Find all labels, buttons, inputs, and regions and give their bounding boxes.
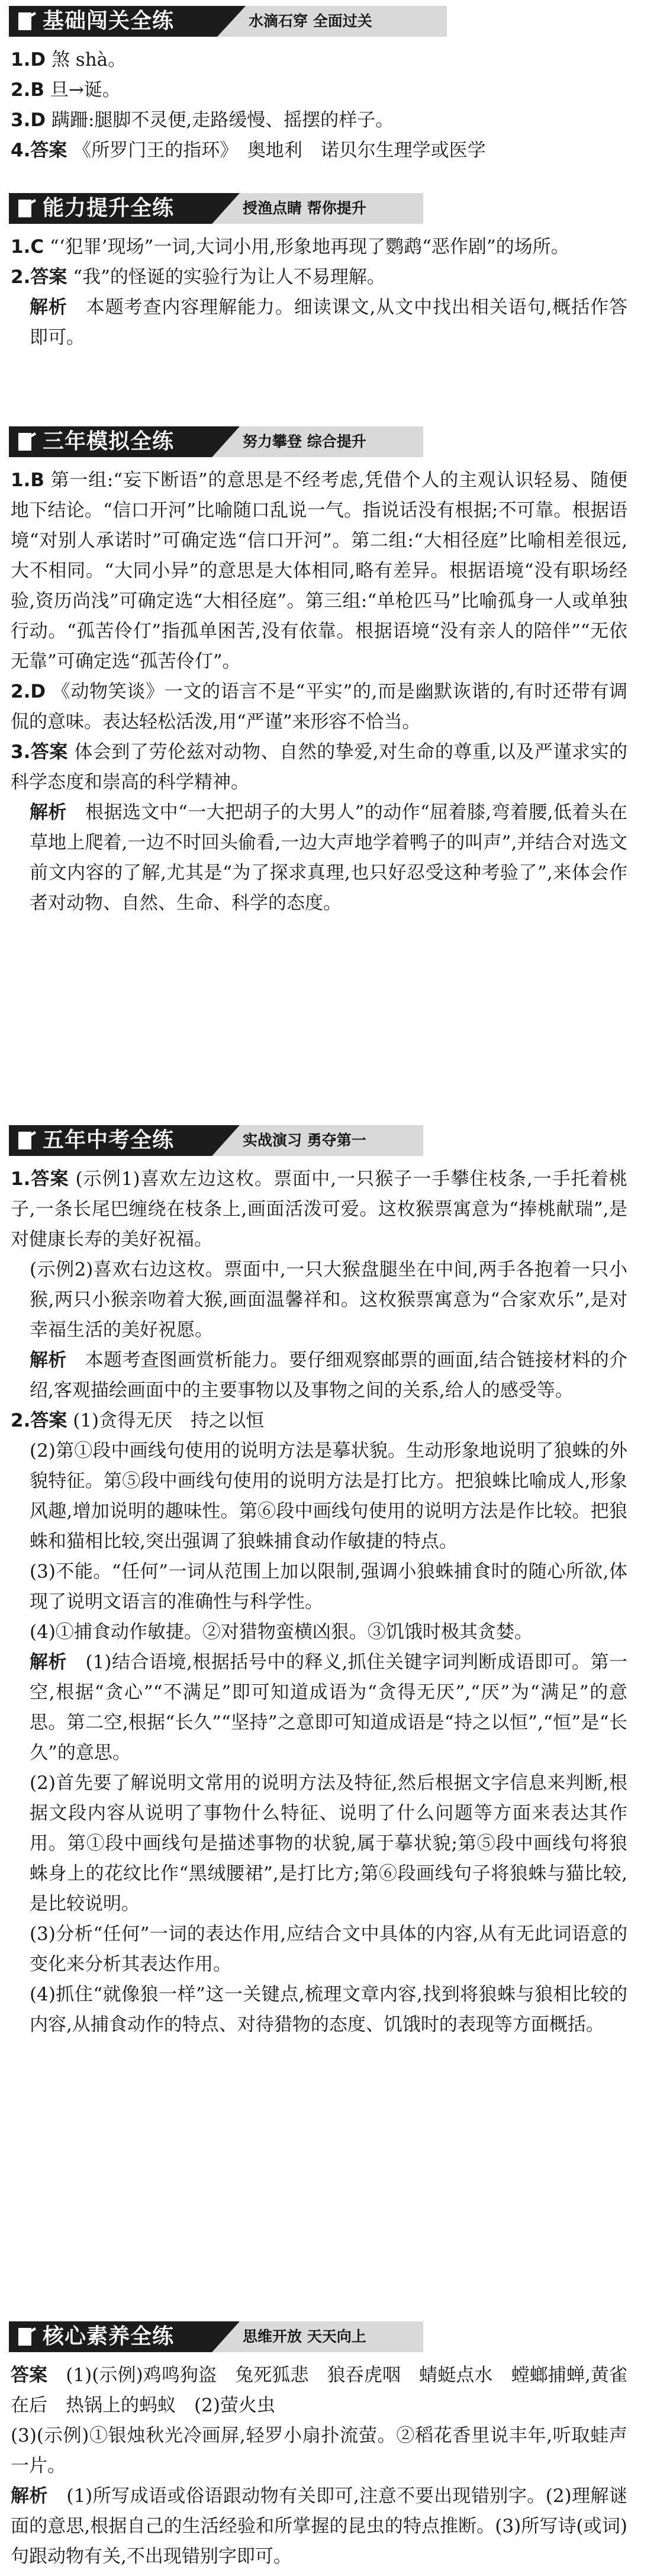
section-slogan: 思维开放 天天向上 xyxy=(243,2328,366,2345)
pencil-icon xyxy=(17,197,37,220)
item-text: (1)贪得无厌 持之以恒 xyxy=(73,1410,265,1431)
section-slogan: 水滴石穿 全面过关 xyxy=(249,12,372,30)
analysis-label: 解析 xyxy=(30,297,67,318)
analysis-label: 解析 xyxy=(30,1652,67,1673)
section-slogan: 授渔点睛 帮你提升 xyxy=(243,200,366,217)
item-number: 1.B xyxy=(11,470,44,491)
section-banner xyxy=(0,420,657,462)
section-basic xyxy=(0,0,657,166)
item-text: (示例1)喜欢左边这枚。票面中,一只猴子一手攀住枝条,一手托着桃子,一条长尾巴缠绕在枝条上,画面活泼可爱。这枚猴票寓意为“捧桃献瑞”,是对健康长寿的美好祝福。 xyxy=(11,1168,627,1250)
item-number: 2.B xyxy=(11,79,44,101)
item-number: 2.D xyxy=(11,681,46,702)
analysis-text: 本题考查内容理解能力。细读课文,从文中找出相关语句,概括作答即可。 xyxy=(30,297,628,348)
section-banner xyxy=(0,0,657,41)
section-title: 三年模拟全练 xyxy=(43,429,175,454)
analysis-text: (1)结合语境,根据括号中的释义,抓住关键字词判断成语即可。第一空,根据“贪心”“不满足”即可知道成语为“贪得无厌”,“厌”为“满足”的意思。第二空,根据“长久”“坚持”之意即可知道成语是“持之以恒”,“恒”是“长久”的意思。 xyxy=(30,1652,628,1764)
item-number: 2.答案 xyxy=(11,1410,67,1431)
answer-text: (2)第①段中画线句使用的说明方法是摹状貌。生动形象地说明了狼蛛的外貌特征。第⑤段中画线句使用的说明方法是打比方。把狼蛛比喻成人,形象风趣,增加说明的趣味性。第⑥段中画线句使用的说明方法是作比较。把狼蛛和猫相比较,突出强调了狼蛛捕食动作敏捷的特点。 xyxy=(30,1440,627,1552)
item-number: 1.C xyxy=(11,236,44,258)
item-number: 4.答案 xyxy=(11,140,67,161)
pencil-icon xyxy=(17,1129,37,1152)
item-text: 旦→诞。 xyxy=(50,79,121,101)
answer-text: (3)(示例)①银烛秋光冷画屏,轻罗小扇扑流萤。②稻花香里说丰年,听取蛙声一片。 xyxy=(11,2425,627,2477)
item-text: 第一组:“妄下断语”的意思是不经考虑,凭借个人的主观认识轻易、随便地下结论。“信口开河”比喻随口乱说一气。指说话没有根据;不可靠。根据语境“对别人承诺时”可确定选“信口开河”。第二组:“大相径庭”比喻相差很远,大不相同。“大同小异”的意思是大体相同,略有差异。根据语境“没有职场经验,资历尚浅”可确定选“大相径庭”。第三组:“单枪匹马”比喻孤身一人或单独行动。“孤苦伶仃”指孤单困苦,没有依靠。根据语境“没有亲人的陪伴”“无依无靠”可确定选“孤苦伶仃”。 xyxy=(11,470,627,672)
analysis-text: 本题考查图画赏析能力。要仔细观察邮票的画面,结合链接材料的介绍,客观描绘画面中的主要事物以及事物之间的关系,给人的感受等。 xyxy=(30,1350,628,1401)
item-number: 3.答案 xyxy=(11,741,68,763)
item-number: 3.D xyxy=(11,110,46,131)
item-number: 1.答案 xyxy=(11,1168,69,1190)
item-number: 2.答案 xyxy=(11,266,67,288)
item-text: 《动物笑谈》一文的语言不是“平实”的,而是幽默诙谐的,有时还带有调侃的意味。表达轻松活泼,用“严谨”来形容不恰当。 xyxy=(11,681,627,733)
section-banner xyxy=(0,187,657,229)
item-text: 蹒跚:腿脚不灵便,走路缓慢、摇摆的样子。 xyxy=(51,110,394,131)
section-five-year xyxy=(0,1119,657,2040)
analysis-text: (4)抓住“就像狼一样”这一关键点,梳理文章内容,找到将狼蛛与狼相比较的内容,从捕食动作的特点、对待猎物的态度、饥饿时的表现等方面概括。 xyxy=(30,1984,627,2035)
answer-text: (4)①捕食动作敏捷。②对猎物蛮横凶狠。③饥饿时极其贪婪。 xyxy=(30,1621,533,1643)
item-text: 《所罗门王的指环》 奥地利 诺贝尔生理学或医学 xyxy=(73,140,486,161)
section-title: 五年中考全练 xyxy=(43,1128,175,1152)
answer-label: 答案 xyxy=(11,2365,48,2386)
analysis-label: 解析 xyxy=(30,802,67,823)
pencil-icon xyxy=(17,2326,37,2348)
analysis-text: (3)分析“任何”一词的表达作用,应结合文中具体的内容,从有无此词语意的变化来分析其表达作用。 xyxy=(30,1923,627,1975)
section-banner xyxy=(0,2315,657,2357)
item-text: “我”的怪诞的实验行为让人不易理解。 xyxy=(73,266,385,288)
answer-text: (示例2)喜欢右边这枚。票面中,一只大猴盘腿坐在中间,两手各抱着一只小猴,两只小猴亲吻着大猴,画面温馨祥和。这枚猴票寓意为“合家欢乐”,是对幸福生活的美好祝愿。 xyxy=(30,1259,627,1341)
analysis-label: 解析 xyxy=(30,1350,67,1371)
analysis-text: (2)首先要了解说明文常用的说明方法及特征,然后根据文字信息来判断,根据文段内容从说明了事物什么特征、说明了什么问题等方面来表达其作用。第①段中画线句是描述事物的状貌,属于摹状貌;第⑤段中画线句将狼蛛身上的花纹比作“黑绒腰裙”,是打比方;第⑥段画线句子将狼蛛与猫比较,是比较说明。 xyxy=(30,1772,627,1915)
analysis-text: 根据选文中“一大把胡子的大男人”的动作“屈着膝,弯着腰,低着头在草地上爬着,一边不时回头偷看,一边大声地学着鸭子的叫声”,并结合对选文前文内容的了解,尤其是“为了探求真理,也只好忍受这种考验了”,来体会作者对动物、自然、生命、科学的态度。 xyxy=(30,802,627,914)
analysis-label: 解析 xyxy=(11,2485,48,2507)
section-banner xyxy=(0,1119,657,1161)
pencil-icon xyxy=(17,10,37,33)
item-text: 煞 shà。 xyxy=(51,49,127,70)
item-number: 1.D xyxy=(11,49,46,70)
analysis-text: (1)所写成语或俗语跟动物有关即可,注意不要出现错别字。(2)理解谜面的意思,根据自己的生活经验和所掌握的昆虫的特点推断。(3)所写诗(或词)句跟动物有关,不出现错别字即可。 xyxy=(11,2485,628,2567)
section-title: 能力提升全练 xyxy=(43,196,175,220)
item-text: “‘犯罪’现场”一词,大词小用,形象地再现了鹦鹉“恶作剧”的场所。 xyxy=(49,236,569,258)
section-slogan: 实战演习 勇夺第一 xyxy=(243,1132,366,1149)
pencil-icon xyxy=(17,431,37,453)
section-three-year xyxy=(0,420,657,918)
section-title: 基础闯关全练 xyxy=(43,9,175,33)
answer-text: (1)(示例)鸡鸣狗盗 兔死狐悲 狼吞虎咽 蜻蜓点水 螳螂捕蝉,黄雀在后 热锅上的蚂蚁 (2)萤火虫 xyxy=(11,2365,628,2416)
section-slogan: 努力攀登 综合提升 xyxy=(243,433,366,450)
section-title: 核心素养全练 xyxy=(43,2324,175,2349)
answer-text: (3)不能。“任何”一词从范围上加以限制,强调小狼蛛捕食时的随心所欲,体现了说明文语言的准确性与科学性。 xyxy=(30,1561,627,1613)
section-core xyxy=(0,2315,657,2572)
item-text: 体会到了劳伦兹对动物、自然的挚爱,对生命的尊重,以及严谨求实的科学态度和崇高的科学精神。 xyxy=(11,741,627,793)
section-ability xyxy=(0,187,657,353)
